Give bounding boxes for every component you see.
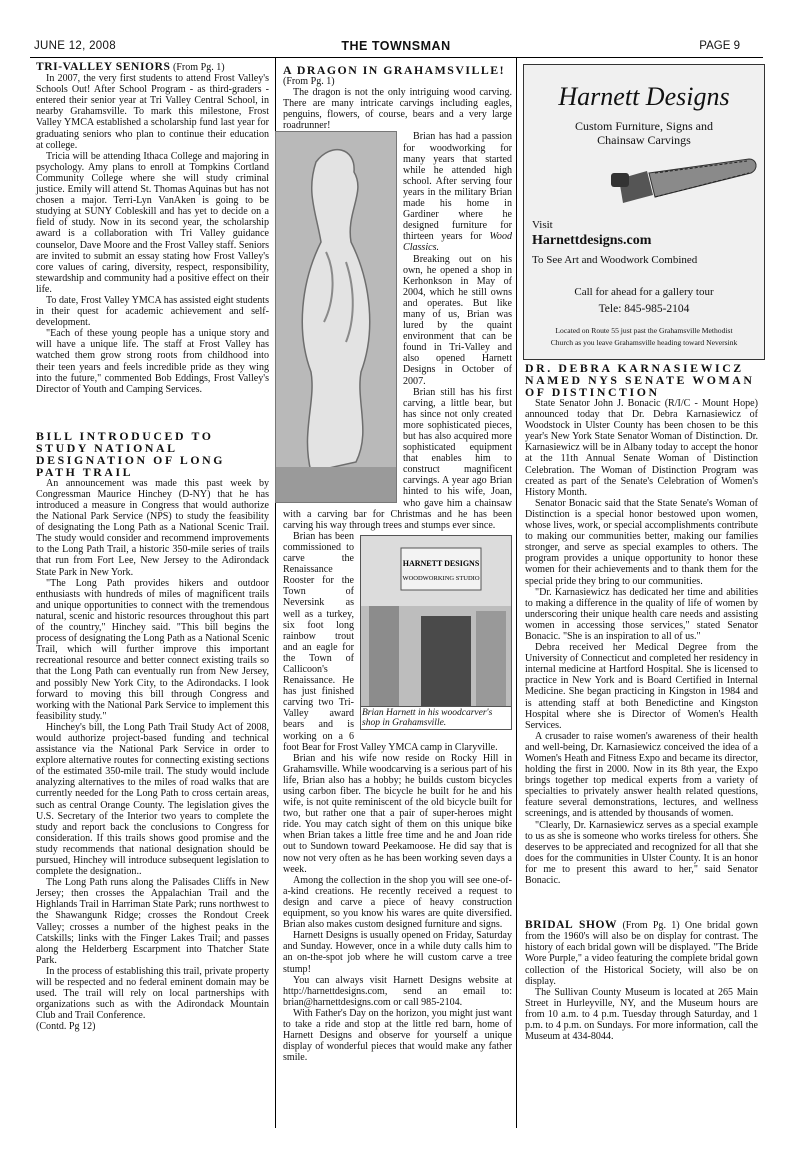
tri-valley-para-2: Tricia will be attending Ithaca College and majoring in psychology. Amy plans to enroll at Tompkins Cortland Community College where she will study criminal justice. Emily will attend St. Thomas Aquinas but has not chosen a major. Terri-Lyn VanAken is going to be studying at SUNY Cobleskill and has yet to decide on a field of study. Now in its second year, the scholarship award is a collaboration with Tri Valley guidance counselor, Dave Moore and the Frost Valley staff. Seniors are invited to submit an essay stating how Frost Valley's core values of caring, diversity, respect, responsibility, stewardship and community had a positive effect on their life. <box>36 150 269 295</box>
ad-location-2: Church as you leave Grahamsville heading toward Neversink <box>550 338 738 347</box>
harnett-designs-ad <box>523 64 765 360</box>
dragon-para-7: Among the collection in the shop you will see one-of-a-kind creations. He recently received a request to design and carve a piece of heavy construction equipment, so you know his wares are quite diversified. Brian also makes custom designed furniture and signs. <box>283 874 512 931</box>
karnasiewicz-para-2: Senator Bonacic said that the State Senate's Woman of Distinction is a special honor bestowed upon women, whose lives, work, or special accomplishments contribute to making our communities better, making our families stronger, and serve as special examples to others. The program provides a unique opportunity to honor these women for their achievements and to thank them for the special pride they bring to our communities. <box>525 497 758 587</box>
karnasiewicz-para-5: A crusader to raise women's awareness of their health and well-being, Dr. Karnasiewicz conceived the idea of a Women's Heath and Fitness Expo and became its director, holding the first in 2000. Now in its 8th year, the Expo brings together top medical experts from a variety of specialties to privately answer health related questions, feature several demonstrations, lectures, and wellness screenings, and is attended by thousands of women. <box>525 730 759 820</box>
dragon-para-1: The dragon is not the only intriguing wood carving. There are many intricate carvings including eagles, penguins, flowers, of course, bears and a very large roadrunner! <box>283 87 512 132</box>
dragon-para-8: Harnett Designs is usually opened on Friday, Saturday and Sunday. However, once in a while duty calls him to an on-the-spot job where he will custom carve a tree stump! <box>283 930 512 975</box>
bridal-headline: BRIDAL SHOW <box>525 919 618 932</box>
continued-note: (Contd. Pg 12) <box>36 1021 96 1033</box>
chainsaw-icon <box>609 151 759 221</box>
column-3 <box>525 362 758 1042</box>
long-path-headline: BILL INTRODUCED TO STUDY NATIONAL DESIGNATION OF LONG PATH TRAIL <box>36 428 226 479</box>
ad-title: Harnett Designs <box>558 82 730 111</box>
bridal-para-2: The Sullivan County Museum is located at 265 Main Street in Hurleyville, NY, and the Museum hours are from 10 a.m. to 4 p.m. Tuesday through Saturday, and 1 p.m. to 4 p.m. on Sundays. For more information, call the Museum at 434-8044. <box>525 986 758 1043</box>
ad-tagline-1: Custom Furniture, Signs and <box>574 119 713 133</box>
shop-photo-caption: Brian Harnett in his woodcarver's shop in Grahamsville. <box>360 707 512 730</box>
tri-valley-para-4: "Each of these young people has a unique story and will have a unique life. The staff at Frost Valley has watched them grow strong roots from childhood into their teen years and feels incredible pride as they wing into the future," commented Bob Eddings, Frost Valley's Director of Youth and Camping Services. <box>36 328 269 395</box>
ad-visit: Visit <box>532 219 553 231</box>
ad-location-1: Located on Route 55 just past the Grahamsville Methodist <box>555 326 733 335</box>
long-path-para-1: An announcement was made this past week by Congressman Maurice Hinchey (D-NY) that he has introduced a measure in Congress that would authorize the National Park Service (NPS) to study the feasibility of designating the Long Path as a National Scenic Trail. The study would consider and recommend improvements to the Long Path Trail, a historic 350-mile series of trails that run from Fort Lee, New Jersey to the Adirondack State Park in New York. <box>36 477 269 578</box>
ad-see: To See Art and Woodwork Combined <box>532 254 698 266</box>
column-divider-2 <box>516 58 517 1128</box>
ad-website: Harnettdesigns.com <box>532 233 652 248</box>
dragon-para-3: Breaking out on his own, he opened a shop in Kerhonkson in May of 2004, which he still owns and operates. But like many of us, Brian was lured by the quaint environment that can be found in Tri-Valley and also opened Harnett Designs in October of 2007. <box>403 253 512 387</box>
dragon-para-6: Brian and his wife now reside on Rocky Hill in Grahamsville. While woodcarving is a serious part of his life, Brian also has a hobby; he builds custom bicycles using carbon fiber. The bicycle he built for he and his wife, is not quite reminiscent of the old bicycle built for two, but rather one that a pair of super-heroes might ride. You may catch sight of them on this unique bike when Brian takes a little free time and he and Joan ride out to Sundown toward Peekamoose. He did say that is now not very often as he has been working seven days a week. <box>283 752 512 875</box>
long-path-para-3: Hinchey's bill, the Long Path Trail Study Act of 2008, would authorize project-based funding and technical assistance via the National Park Service in order to explore alternative routes for connecting existing sections of the estimated 350-mile trail. The study would include analyzing alternatives to the miles of road walks that are currently needed for the Long Path to cross certain areas, such as central Orange County. The legislation gives the U.S. Secretary of the Interior two years to complete the study and report back the conclusions to Congress for consideration. If this trails shows good promise and the study recommends that national designation should be pursued, Hinchey will introduce subsequent legislation to complete the designation.. <box>36 721 269 878</box>
bridal-para-1: (From Pg. 1) One bridal gown from the 1960's will also be on display for contrast. The history of each bridal gown will be displayed. "The Bride Wore Purple," a video featuring the complete bridal gown collection of the Historical Society, will also be on display. <box>525 920 758 987</box>
column-2 <box>283 64 512 1063</box>
header-rule <box>30 57 763 58</box>
dragon-carving-photo <box>275 131 397 503</box>
karnasiewicz-headline: DR. DEBRA KARNASIEWICZ NAMED NYS SENATE WOMAN OF DISTINCTION <box>525 361 755 399</box>
column-1 <box>36 62 269 1033</box>
tri-valley-para-3: To date, Frost Valley YMCA has assisted eight students in their quest for academic achievement and self-development. <box>36 294 269 329</box>
dragon-para-5: Brian has been commissioned to carve the Renaissance Rooster for the Town of Neversink as well as a turkey, six foot long rainbow trout and an eagle for the Town of Callicoon's Renaissance. He has just finished carving two Tri-Valley award bears and is working on a 6 foot Bear for Frost Valley YMCA camp in Claryville. <box>283 530 498 753</box>
shop-sign-text-2: WOODWORKING STUDIO <box>402 574 480 582</box>
paper-name: THE TOWNSMAN <box>341 39 451 53</box>
karnasiewicz-para-1: State Senator John J. Bonacic (R/I/C - Mount Hope) announced today that Dr. Debra Karnasiewicz of Woodstock in Ulster County has been chosen to be this year's New York State Senator Woman of Distinction. Dr. Karnasiewicz will be in Albany today to accept the honor at the 11th Annual Senate Woman of Distinction Celebration. The Woman of Distinction Program was created as part of the Senate's Celebration of Women's History Month. <box>525 398 758 498</box>
karnasiewicz-para-3: "Dr. Karnasiewicz has dedicated her time and abilities to making a difference in the quality of life of women by underscoring their unique health care needs and assisting women in accessing those services," stated Senator Bonacic. "She is an inspiration to all of us." <box>525 586 758 642</box>
shop-photo-block <box>360 535 512 730</box>
page-number: PAGE 9 <box>699 40 740 52</box>
ad-phone: Tele: 845-985-2104 <box>598 303 690 315</box>
dragon-headline: A DRAGON IN GRAHAMSVILLE! <box>283 63 506 77</box>
karnasiewicz-para-4: Debra received her Medical Degree from the University of Connecticut and completed her residency in internal medicine at Hartford Hospital. She is licensed to practice in New York and is Board Certified in Internal Medicine. She began practicing in Kingston in 1984 and is attending staff at both Benedictine and Kingston Hospital where she is Director of Women's Health Services. <box>525 642 758 731</box>
dragon-para-4: Brian still has his first carving, a little bear, but has since not only created more sophisticated pieces, but has also acquired more sophisticated equipment that enables him to construct magnificent carvings. A year ago Brian hinted to his wife, Joan, who gave him a chainsaw with a carving bar for Christmas and he has been carving his way through trees and stumps ever since. <box>283 386 512 531</box>
shop-photo <box>360 535 512 707</box>
tri-valley-headline: TRI-VALLEY SENIORS <box>36 61 171 73</box>
wood-classics: Wood Classics. <box>403 231 512 254</box>
tri-valley-para-1: In 2007, the very first students to attend Frost Valley's Schools Out! After School Program - as third-graders - entered their senior year at Tri Valley Central School, in nearby Grahamsville. To mark this milestone, Frost Valley YMCA established a scholarship fund last year for graduating seniors who plan to continue their education at college. <box>36 73 269 151</box>
dragon-from: (From Pg. 1) <box>283 76 335 87</box>
issue-date: JUNE 12, 2008 <box>34 40 116 52</box>
tri-valley-article <box>36 62 269 395</box>
ad-call: Call for ahead for a gallery tour <box>574 286 714 298</box>
dragon-carving-image <box>276 132 396 502</box>
shop-sign-text: HARNETT DESIGNS <box>402 558 480 568</box>
dragon-para-2: Brian has had a passion for woodworking for many years that started while he attended high school. After serving four years in the military Brian made his home in Gardiner where he designed furniture for thirteen years for <box>403 131 512 243</box>
dragon-para-10: With Father's Day on the horizon, you might just want to take a ride and stop at the little red barn, home of Harnett Designs and observe for yourself a unique display of wonderful pieces that would make any father smile. <box>283 1007 512 1064</box>
shop-image <box>361 536 511 706</box>
long-path-para-5: In the process of establishing this trail, private property will be respected and no federal eminent domain may be used. The trail will rely on local partnerships with organizations such as with the Adirondack Mountain Club and Trail Conference. <box>36 965 269 1022</box>
tri-valley-from: (From Pg. 1) <box>172 62 225 73</box>
long-path-article <box>36 430 269 1033</box>
dragon-para-9: You can always visit Harnett Designs website at http://harnettdesigns.com, send an email to: brian@harnettdesigns.com or call 985-2104. <box>283 974 512 1008</box>
long-path-para-2: "The Long Path provides hikers and outdoor enthusiasts with hundreds of miles of magnificent trails and unique opportunities to connect with the tremendous natural, scenic and historic resources throughout this part of the country," Hinchey said. "This bill begins the process of designating the Long Path as a National Scenic Trail, which will further improve this important recreational resource and better connect existing trails so that the Long Path can eventually run from New Jersey, and possibly New York City, to the Adirondacks. I look forward to moving this bill through Congress and working with the National Park Service to implement this feasibility study." <box>36 577 269 722</box>
long-path-para-4: The Long Path runs along the Palisades Cliffs in New Jersey; then crosses the Appalachian Trail and the Highlands Trail in Harriman State Park; runs northwest to the Shawangunk Ridge; crosses the Rondout Creek Valley; crosses a number of the highest peaks in the Catskills; links with the Finger Lakes Trail; and passes along the Helderberg Escarpment into Thatcher State Park. <box>36 877 269 966</box>
ad-tagline-2: Chainsaw Carvings <box>597 133 691 147</box>
karnasiewicz-para-6: "Clearly, Dr. Karnasiewicz serves as a special example to us as she is someone who works tireless for others. She deserves to be appreciated and recognized for all that she does for the communities in Ulster County. It is an honor for me to present this award to her," said Senator Bonacic. <box>525 819 758 887</box>
page-header <box>0 40 792 58</box>
